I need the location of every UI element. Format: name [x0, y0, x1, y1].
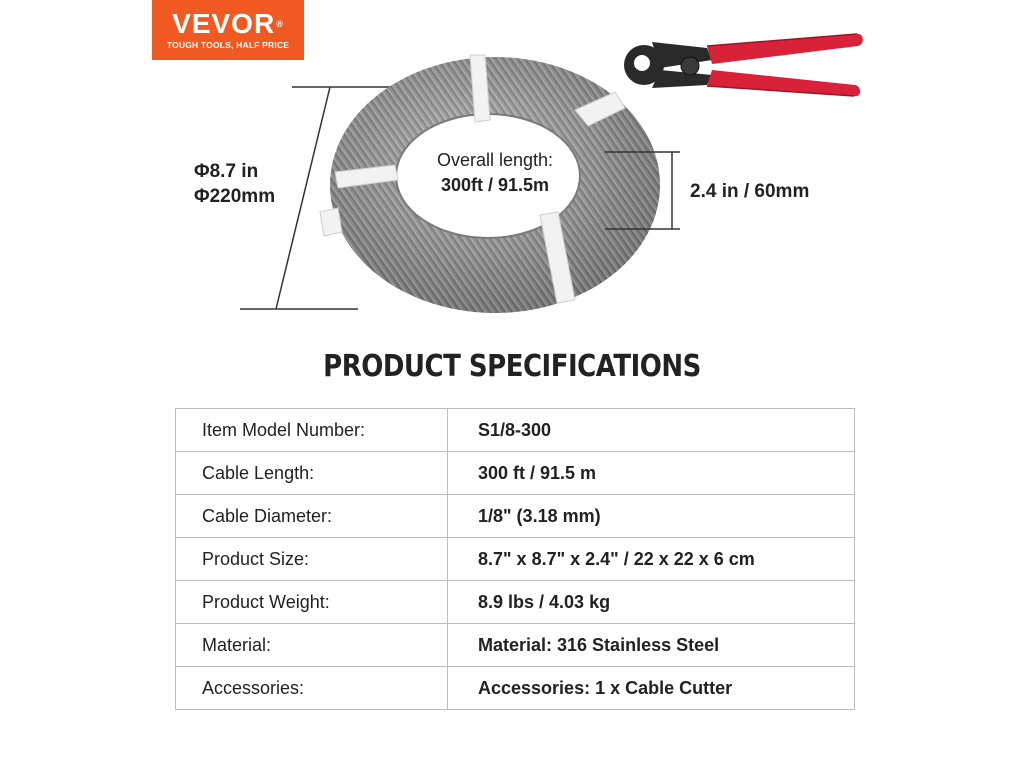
- table-row: [176, 452, 855, 495]
- diameter-inches-label: Φ8.7 in: [194, 161, 259, 182]
- table-row: [176, 624, 855, 667]
- spec-value: S1/8-300: [448, 409, 855, 452]
- specifications-table: [175, 408, 855, 710]
- spec-label: Product Size:: [176, 538, 448, 581]
- spec-label: Item Model Number:: [176, 409, 448, 452]
- overall-length-value: 300ft / 91.5m: [440, 175, 550, 195]
- spec-value: Material: 316 Stainless Steel: [448, 624, 855, 667]
- diameter-mm-label: Φ220mm: [194, 186, 276, 207]
- cutter-head: [624, 42, 712, 88]
- overall-length-title: Overall length:: [436, 150, 554, 170]
- spec-label: Cable Diameter:: [176, 495, 448, 538]
- diameter-diagonal-line: [276, 87, 330, 309]
- table-row: [176, 667, 855, 710]
- cable-cutter-image: [612, 30, 872, 105]
- table-row: [176, 581, 855, 624]
- logo-brand: VEVOR®: [172, 8, 284, 39]
- section-title: PRODUCT SPECIFICATIONS: [323, 349, 701, 385]
- table-row: [176, 495, 855, 538]
- product-hero: [0, 0, 1024, 330]
- spec-value: 8.7" x 8.7" x 2.4" / 22 x 22 x 6 cm: [448, 538, 855, 581]
- spec-label: Accessories:: [176, 667, 448, 710]
- logo-tagline: TOUGH TOOLS, HALF PRICE: [166, 40, 290, 50]
- table-row: [176, 409, 855, 452]
- spec-label: Cable Length:: [176, 452, 448, 495]
- spec-value: Accessories: 1 x Cable Cutter: [448, 667, 855, 710]
- spec-value: 300 ft / 91.5 m: [448, 452, 855, 495]
- table-row: [176, 538, 855, 581]
- cutter-handles: [707, 34, 863, 96]
- height-label: 2.4 in / 60mm: [690, 181, 810, 202]
- spec-value: 1/8" (3.18 mm): [448, 495, 855, 538]
- spec-label: Product Weight:: [176, 581, 448, 624]
- spec-value: 8.9 lbs / 4.03 kg: [448, 581, 855, 624]
- spec-label: Material:: [176, 624, 448, 667]
